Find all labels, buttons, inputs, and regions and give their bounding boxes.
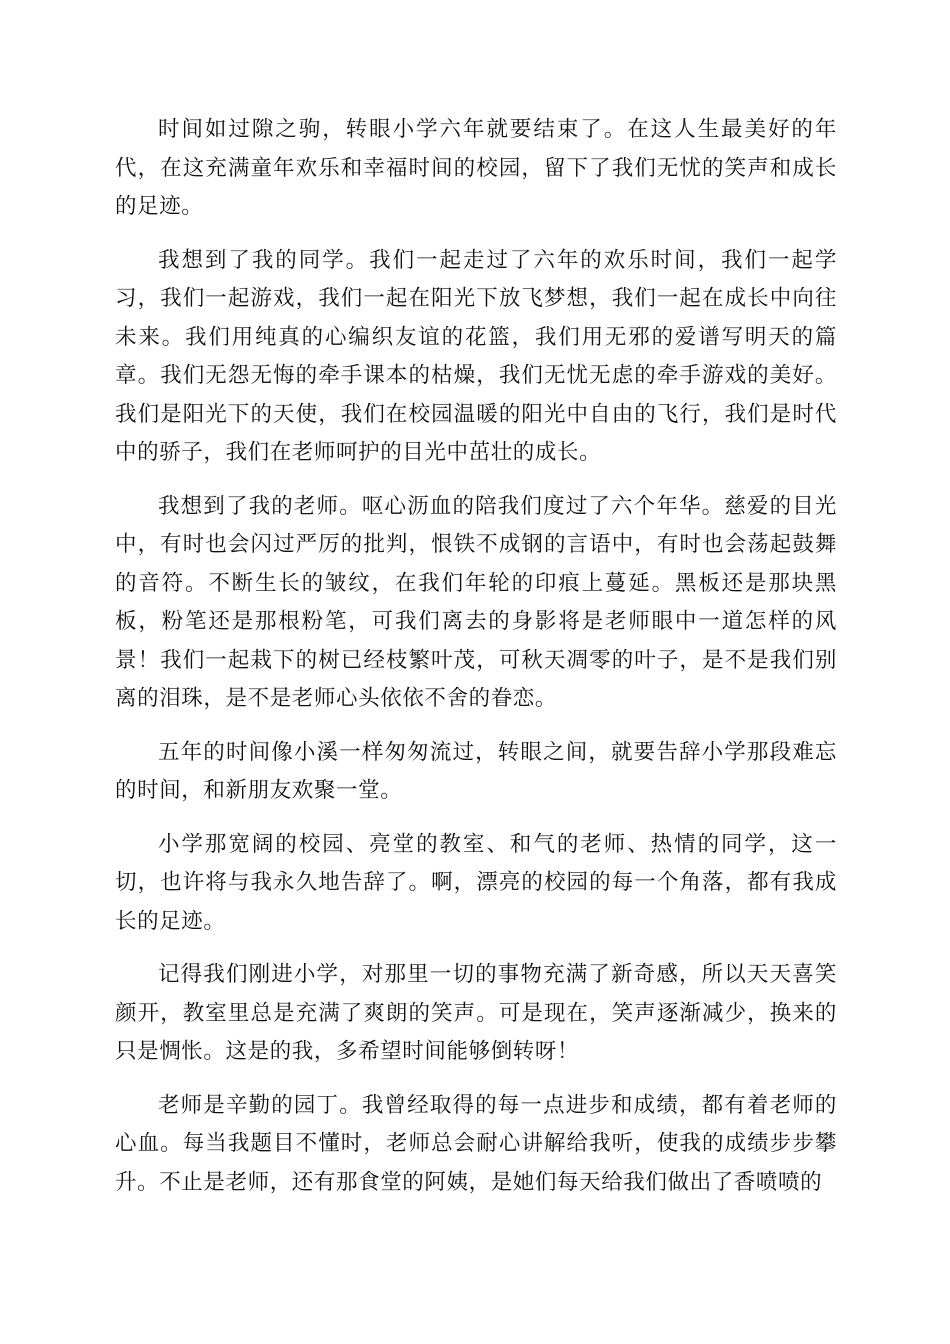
document-page: [115, 111, 837, 1217]
paragraph-1: 时间如过隙之驹，转眼小学六年就要结束了。在这人生最美好的年代，在这充满童年欢乐和幸福时间的校园，留下了我们无忧的笑声和成长的足迹。: [115, 117, 837, 219]
paragraph-4: 五年的时间像小溪一样匆匆流过，转眼之间，就要告辞小学那段难忘的时间，和新朋友欢聚一堂。: [115, 739, 837, 803]
paragraph-2: 我想到了我的同学。我们一起走过了六年的欢乐时间，我们一起学习，我们一起游戏，我们一起在阳光下放飞梦想，我们一起在成长中向往未来。我们用纯真的心编织友谊的花篮，我们用无邪的爱谱写明天的篇章。我们无怨无悔的牵手课本的枯燥，我们无忧无虑的牵手游戏的美好。我们是阳光下的天使，我们在校园温暖的阳光中自由的飞行，我们是时代中的骄子，我们在老师呵护的目光中茁壮的成长。: [115, 247, 837, 465]
paragraph-5: 小学那宽阔的校园、亮堂的教室、和气的老师、热情的同学，这一切，也许将与我永久地告辞了。啊，漂亮的校园的每一个角落，都有我成长的足迹。: [115, 831, 837, 934]
paragraph-7: 老师是辛勤的园丁。我曾经取得的每一点进步和成绩，都有着老师的心血。每当我题目不懂时，老师总会耐心讲解给我听，使我的成绩步步攀升。不止是老师，还有那食堂的阿姨，是她们每天给我们做出了香喷喷的: [115, 1092, 837, 1195]
paragraph-6: 记得我们刚进小学，对那里一切的事物充满了新奇感，所以天天喜笑颜开，教室里总是充满了爽朗的笑声。可是现在，笑声逐渐减少，换来的只是惆怅。这是的我，多希望时间能够倒转呀！: [115, 962, 837, 1064]
paragraph-3: 我想到了我的老师。呕心沥血的陪我们度过了六个年华。慈爱的目光中，有时也会闪过严厉的批判，恨铁不成钢的言语中，有时也会荡起鼓舞的音符。不断生长的皱纹，在我们年轮的印痕上蔓延。黑板还是那块黑板，粉笔还是那根粉笔，可我们离去的身影将是老师眼中一道怎样的风景！我们一起栽下的树已经枝繁叶茂，可秋天凋零的叶子，是不是我们别离的泪珠，是不是老师心头依依不舍的眷恋。: [115, 493, 837, 711]
